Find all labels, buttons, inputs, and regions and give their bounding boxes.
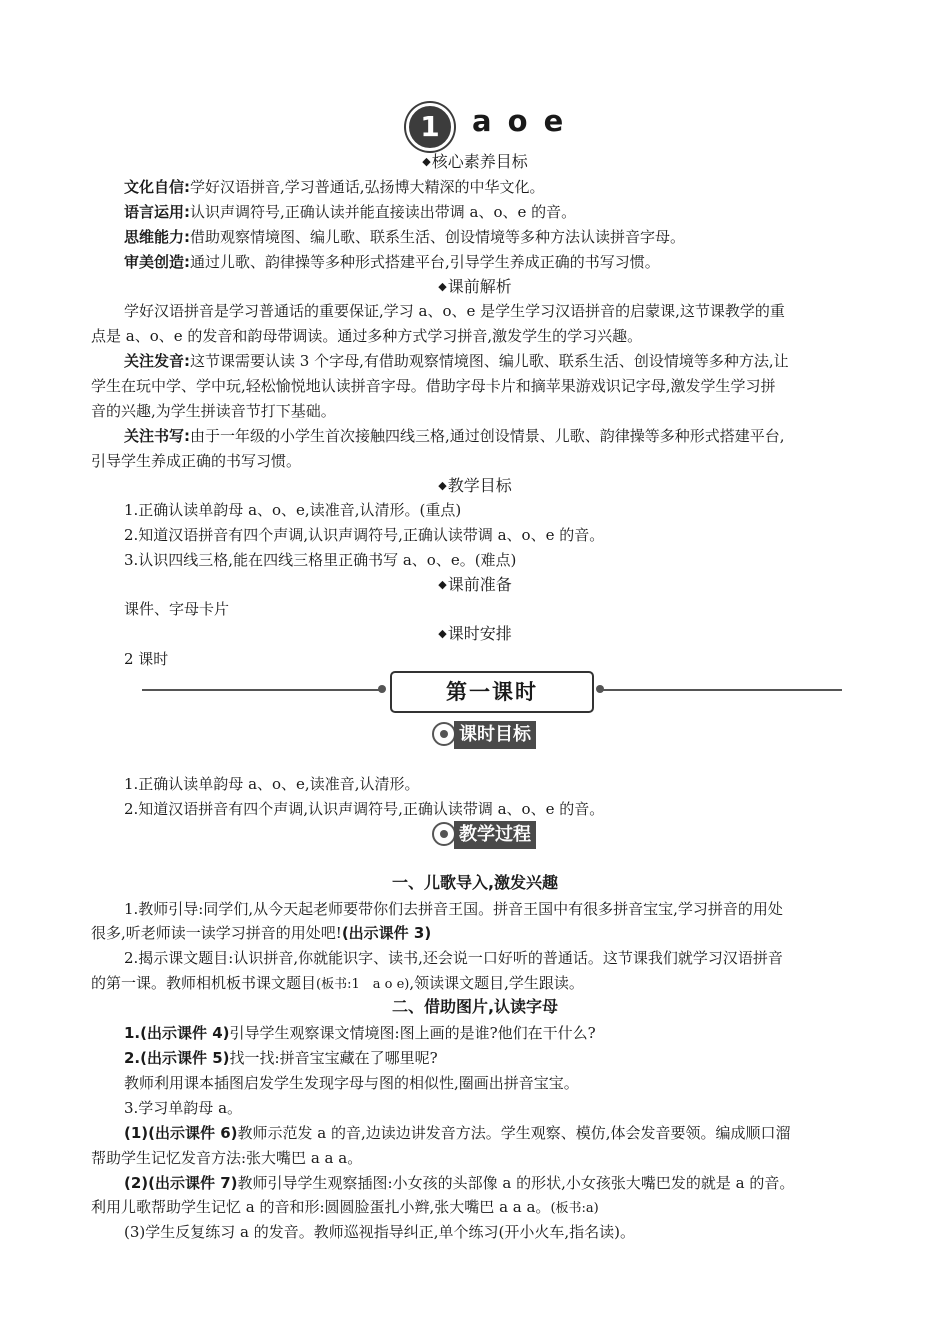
- core-goal-aesthetic: 审美创造:通过儿歌、韵律操等多种形式搭建平台,引导学生养成正确的书写习惯。: [124, 253, 660, 271]
- banner-dot-right: [596, 685, 604, 693]
- process-step-line: 利用儿歌帮助学生记忆 a 的音和形:圆圆脸蛋扎小辫,张大嘴巴 a a a。(板书:a): [91, 1198, 599, 1216]
- diamond-icon: ◆: [438, 627, 447, 640]
- section-heading-schedule: ◆课时安排: [438, 624, 512, 643]
- section-heading-pre-analysis: ◆课前解析: [438, 277, 512, 296]
- core-goal-thinking: 思维能力:借助观察情境图、编儿歌、联系生活、创设情境等多种方法认读拼音字母。: [124, 228, 686, 246]
- lesson-goal-item: 1.正确认读单韵母 a、o、e,读准音,认清形。: [124, 775, 420, 793]
- process-step-line: (2)(出示课件 7)教师引导学生观察插图:小女孩的头部像 a 的形状,小女孩张大嘴巴发的就是 a 的音。: [124, 1174, 795, 1192]
- lesson-title: [0, 100, 950, 150]
- target-icon: [432, 822, 456, 846]
- lesson-number-badge: 1: [406, 103, 454, 151]
- process-step-line: 的第一课。教师相机板书课文题目(板书:1 a o e),领读课文题目,学生跟读。: [91, 974, 584, 992]
- lesson-goal-item: 2.知道汉语拼音有四个声调,认识声调符号,正确认读带调 a、o、e 的音。: [124, 800, 605, 818]
- analysis-writing-line: 关注书写:由于一年级的小学生首次接触四线三格,通过创设情景、儿歌、韵律操等多种形式搭建平台,: [124, 427, 785, 445]
- process-step-line: 2.(出示课件 5)找一找:拼音宝宝藏在了哪里呢?: [124, 1049, 438, 1067]
- analysis-paragraph-line: 学好汉语拼音是学习普通话的重要保证,学习 a、o、e 是学生学习汉语拼音的启蒙课,这节课教学的重: [124, 302, 785, 320]
- lesson-title-text: a o e: [472, 104, 567, 138]
- section-heading-core-goals: ◆核心素养目标: [422, 152, 528, 171]
- diamond-icon: ◆: [422, 155, 431, 168]
- process-step-line: 1.教师引导:同学们,从今天起老师要带你们去拼音王国。拼音王国中有很多拼音宝宝,学习拼音的用处: [124, 900, 783, 918]
- process-step-line: (1)(出示课件 6)教师示范发 a 的音,边读边讲发音方法。学生观察、模仿,体会发音要领。编成顺口溜: [124, 1124, 791, 1142]
- process-step-line: (3)学生反复练习 a 的发音。教师巡视指导纠正,单个练习(开小火车,指名读)。: [124, 1223, 635, 1241]
- preparation-text: 课件、字母卡片: [124, 600, 230, 618]
- process-step-line: 很多,听老师读一读学习拼音的用处吧!(出示课件 3): [91, 924, 432, 942]
- core-goal-culture: 文化自信:学好汉语拼音,学习普通话,弘扬博大精深的中华文化。: [124, 178, 545, 196]
- process-step-line: 3.学习单韵母 a。: [124, 1099, 243, 1117]
- diamond-icon: ◆: [438, 280, 447, 293]
- lesson-goals-tag-label: 课时目标: [454, 721, 536, 749]
- target-icon: [432, 722, 456, 746]
- analysis-writing-line: 引导学生养成正确的书写习惯。: [91, 452, 302, 470]
- analysis-pronunciation-line: 学生在玩中学、学中玩,轻松愉悦地认读拼音字母。借助字母卡片和摘苹果游戏识记字母,激发学生学习拼: [91, 377, 776, 395]
- diamond-icon: ◆: [438, 479, 447, 492]
- banner-dot-left: [378, 685, 386, 693]
- process-part2-heading: 二、借助图片,认读字母: [391, 997, 559, 1016]
- process-part1-heading: 一、儿歌导入,激发兴趣: [391, 873, 559, 892]
- analysis-pronunciation-line: 音的兴趣,为学生拼读音节打下基础。: [91, 402, 336, 420]
- analysis-paragraph-line: 点是 a、o、e 的发音和韵母带调读。通过多种方式学习拼音,激发学生的学习兴趣。: [91, 327, 643, 345]
- diamond-icon: ◆: [438, 578, 447, 591]
- teaching-process-tag-label: 教学过程: [454, 821, 536, 849]
- teaching-goal-item: 3.认识四线三格,能在四线三格里正确书写 a、o、e。(难点): [124, 551, 517, 569]
- schedule-text: 2 课时: [124, 650, 169, 668]
- banner-divider-right: [600, 689, 842, 691]
- lesson-period-banner: 第一课时: [390, 671, 594, 713]
- teaching-goal-item: 2.知道汉语拼音有四个声调,认识声调符号,正确认读带调 a、o、e 的音。: [124, 526, 605, 544]
- section-heading-teaching-goals: ◆教学目标: [438, 476, 512, 495]
- analysis-pronunciation-line: 关注发音:这节课需要认读 3 个字母,有借助观察情境图、编儿歌、联系生活、创设情境等多种方法,让: [124, 352, 789, 370]
- teaching-goal-item: 1.正确认读单韵母 a、o、e,读准音,认清形。(重点): [124, 501, 462, 519]
- process-step-line: 帮助学生记忆发音方法:张大嘴巴 a a a。: [91, 1149, 363, 1167]
- process-step-line: 教师利用课本插图启发学生发现字母与图的相似性,圈画出拼音宝宝。: [124, 1074, 579, 1092]
- section-heading-preparation: ◆课前准备: [438, 575, 512, 594]
- banner-divider-left: [142, 689, 382, 691]
- process-step-line: 1.(出示课件 4)引导学生观察课文情境图:图上画的是谁?他们在干什么?: [124, 1024, 596, 1042]
- process-step-line: 2.揭示课文题目:认识拼音,你就能识字、读书,还会说一口好听的普通话。这节课我们就学习汉语拼音: [124, 949, 783, 967]
- core-goal-language: 语言运用:认识声调符号,正确认读并能直接读出带调 a、o、e 的音。: [124, 203, 577, 221]
